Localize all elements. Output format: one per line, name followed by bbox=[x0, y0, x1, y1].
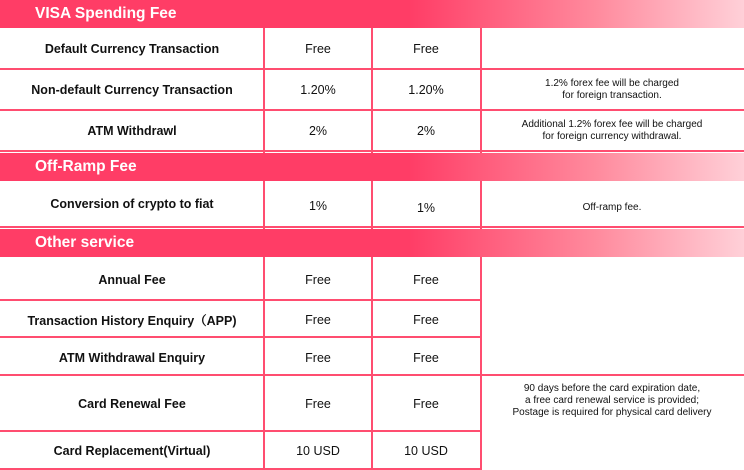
section-header-visa bbox=[0, 0, 744, 28]
section-header-offramp bbox=[0, 153, 744, 181]
row-label: Conversion of crypto to fiat bbox=[50, 197, 214, 211]
section-header-other bbox=[0, 229, 744, 257]
row-label: ATM Withdrawl bbox=[87, 123, 177, 138]
row-divider bbox=[0, 430, 480, 432]
row-label: Transaction History Enquiry（APP) bbox=[27, 313, 237, 328]
fee-value-2: Free bbox=[413, 396, 439, 411]
fee-value-1: 1.20% bbox=[300, 83, 336, 97]
row-label: Default Currency Transaction bbox=[44, 42, 220, 56]
fee-note bbox=[480, 111, 744, 150]
fee-note: Off-ramp fee. bbox=[582, 202, 642, 213]
section-title: Other service bbox=[35, 234, 135, 251]
row-label: Card Renewal Fee bbox=[78, 396, 186, 411]
column-divider bbox=[263, 257, 265, 470]
row-label: Card Replacement(Virtual) bbox=[53, 444, 211, 458]
fee-value-1: Free bbox=[305, 42, 331, 56]
fee-value-2: 2% bbox=[416, 123, 436, 138]
column-divider bbox=[263, 181, 265, 229]
section-title: Off-Ramp Fee bbox=[35, 158, 137, 175]
row-label: Annual Fee bbox=[98, 273, 166, 287]
column-divider bbox=[480, 257, 482, 470]
fee-value-2: Free bbox=[413, 350, 439, 365]
column-divider bbox=[263, 28, 265, 153]
fee-value-2: Free bbox=[413, 273, 439, 287]
fee-value-1: Free bbox=[305, 350, 331, 365]
fee-value-2: 1.20% bbox=[408, 83, 444, 97]
note-line: for foreign transaction. bbox=[562, 90, 662, 101]
column-divider bbox=[480, 28, 482, 153]
fee-note-card-renewal bbox=[480, 378, 744, 424]
column-divider bbox=[371, 28, 373, 153]
fee-value-1: 1% bbox=[308, 199, 328, 213]
column-divider bbox=[371, 257, 373, 470]
row-divider bbox=[0, 299, 480, 301]
fee-value-2: 10 USD bbox=[404, 444, 448, 458]
column-divider bbox=[371, 181, 373, 229]
fee-value-2: Free bbox=[413, 312, 439, 327]
note-line: Postage is required for physical card delivery bbox=[512, 407, 712, 418]
fee-value-1: 10 USD bbox=[296, 444, 340, 458]
fee-value-1: Free bbox=[305, 312, 331, 327]
fee-value-1: Free bbox=[305, 396, 331, 411]
section-title: VISA Spending Fee bbox=[35, 5, 177, 22]
column-divider bbox=[480, 181, 482, 229]
fee-note bbox=[480, 70, 744, 110]
row-divider bbox=[0, 336, 480, 338]
fee-value-1: 2% bbox=[308, 123, 328, 138]
fee-value-2: 1% bbox=[416, 201, 436, 215]
fee-value-2: Free bbox=[413, 42, 439, 56]
row-divider bbox=[480, 68, 744, 70]
note-line: for foreign currency withdrawal. bbox=[542, 130, 682, 142]
note-line: 90 days before the card expiration date, bbox=[523, 383, 701, 394]
note-line: a free card renewal service is provided; bbox=[525, 395, 699, 406]
row-divider bbox=[0, 68, 480, 70]
fee-value-1: Free bbox=[305, 273, 331, 287]
note-line: 1.2% forex fee will be charged bbox=[545, 78, 679, 89]
note-line: Additional 1.2% forex fee will be charged bbox=[521, 118, 703, 130]
row-label: ATM Withdrawal Enquiry bbox=[58, 350, 206, 365]
row-label: Non-default Currency Transaction bbox=[31, 83, 233, 97]
